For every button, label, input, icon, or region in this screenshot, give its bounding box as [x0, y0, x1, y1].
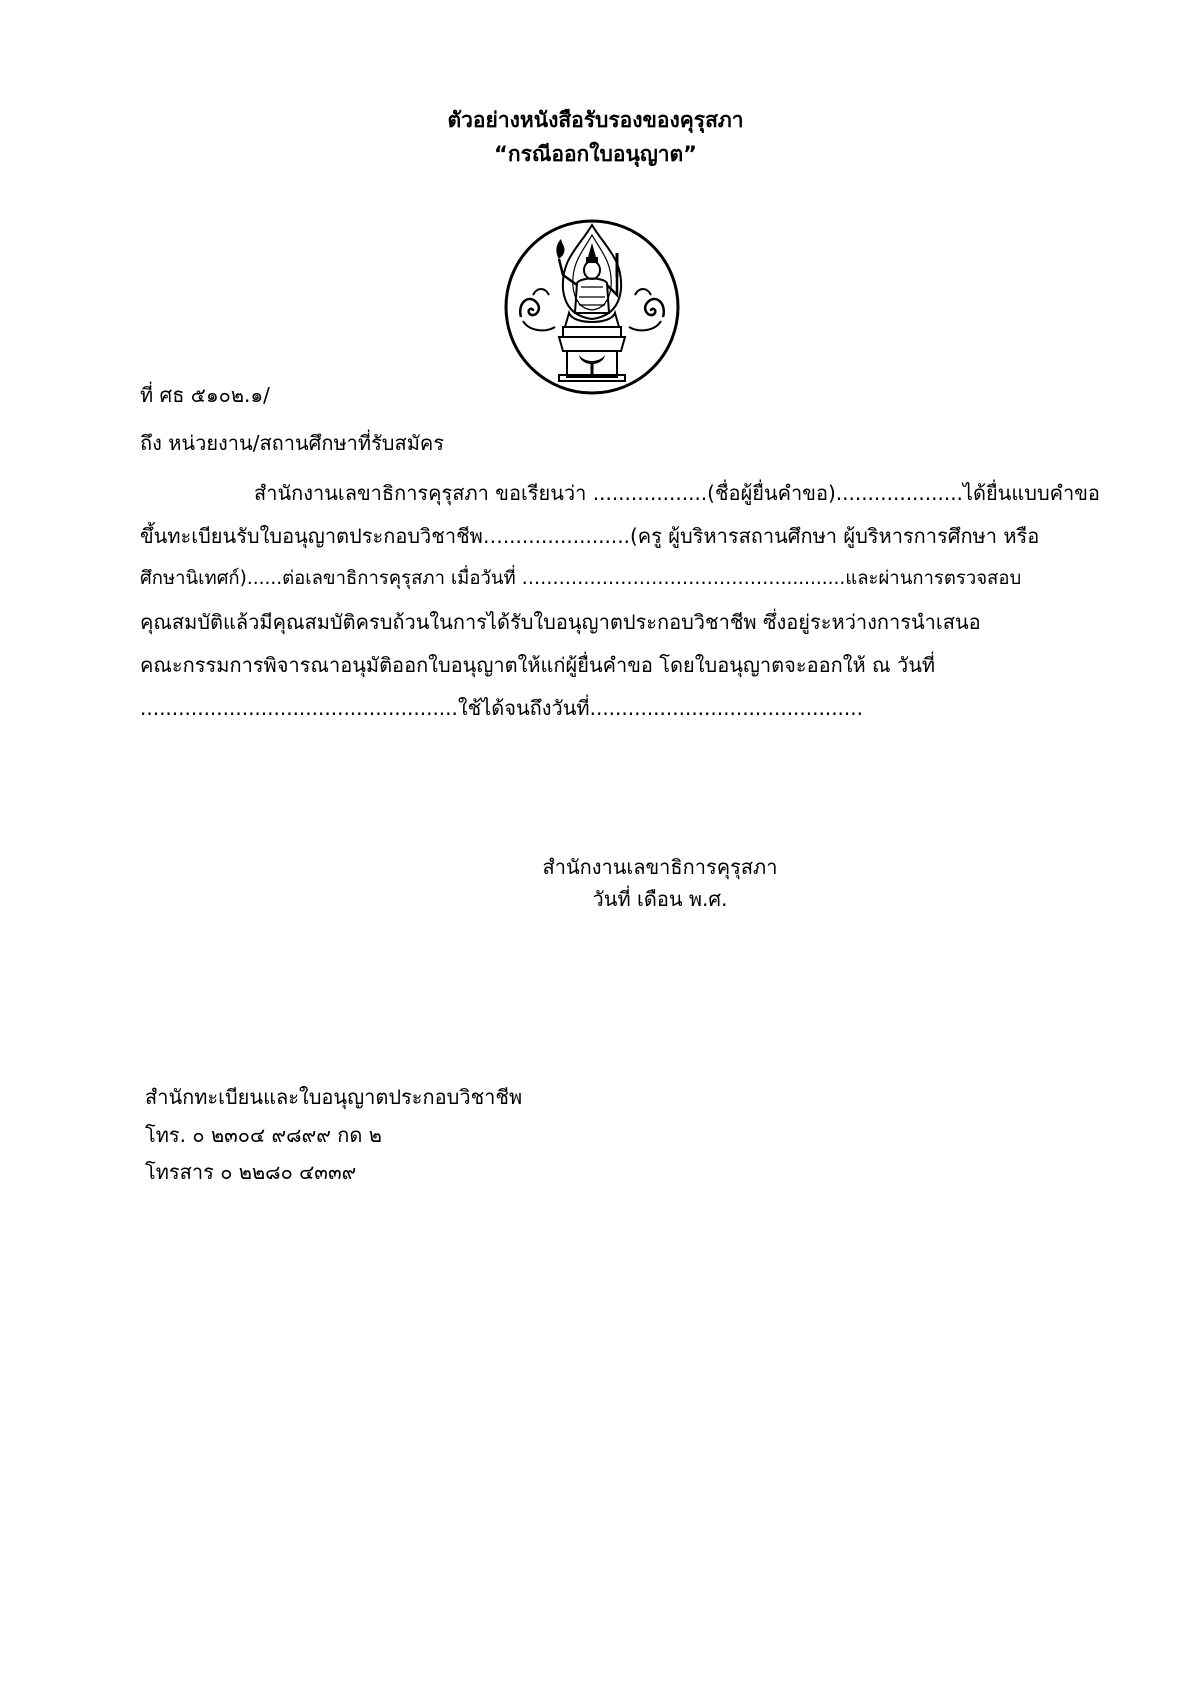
khurusapha-emblem-icon — [499, 217, 685, 397]
body-line: ..................................................ใช้ได้จนถึงวันที่........................................... — [140, 696, 863, 720]
contact-fax: โทรสาร ๐ ๒๒๘๐ ๔๓๓๙ — [145, 1160, 357, 1184]
body-line: คุณสมบัติแล้วมีคุณสมบัติครบถ้วนในการได้รับใบอนุญาตประกอบวิชาชีพ ซึ่งอยู่ระหว่างการนำเสนอ — [140, 610, 981, 634]
signature-date: วันที่ เดือน พ.ศ. — [592, 887, 728, 911]
document-title: ตัวอย่างหนังสือรับรองของคุรุสภา — [447, 108, 744, 132]
reference-number: ที่ ศธ ๕๑๐๒.๑/ — [140, 383, 270, 407]
contact-phone: โทร. ๐ ๒๓๐๔ ๙๘๙๙ กด ๒ — [145, 1123, 382, 1147]
body-line: ศึกษานิเทศก์)......ต่อเลขาธิการคุรุสภา เมื่อวันที่ ……………………………………...........และผ่านการตรวจสอบ — [140, 568, 1022, 589]
body-line: คณะกรรมการพิจารณาอนุมัติออกใบอนุญาตให้แก่ผู้ยื่นคำขอ โดยใบอนุญาตจะออกให้ ณ วันที่ — [140, 653, 936, 677]
contact-department: สำนักทะเบียนและใบอนุญาตประกอบวิชาชีพ — [145, 1085, 523, 1109]
recipient-line: ถึง หน่วยงาน/สถานศึกษาที่รับสมัคร — [140, 431, 445, 455]
body-line: สำนักงานเลขาธิการคุรุสภา ขอเรียนว่า ..................(ชื่อผู้ยื่นคำขอ)....................ได้ยื่นแบบคำขอ — [254, 481, 1100, 505]
document-subtitle: “กรณีออกใบอนุญาต” — [494, 142, 697, 166]
signatory-office: สำนักงานเลขาธิการคุรุสภา — [542, 855, 778, 879]
body-line: ขึ้นทะเบียนรับใบอนุญาตประกอบวิชาชีพ…....................(ครู ผู้บริหารสถานศึกษา ผู้บริหารการศึกษา หรือ — [140, 524, 1040, 548]
